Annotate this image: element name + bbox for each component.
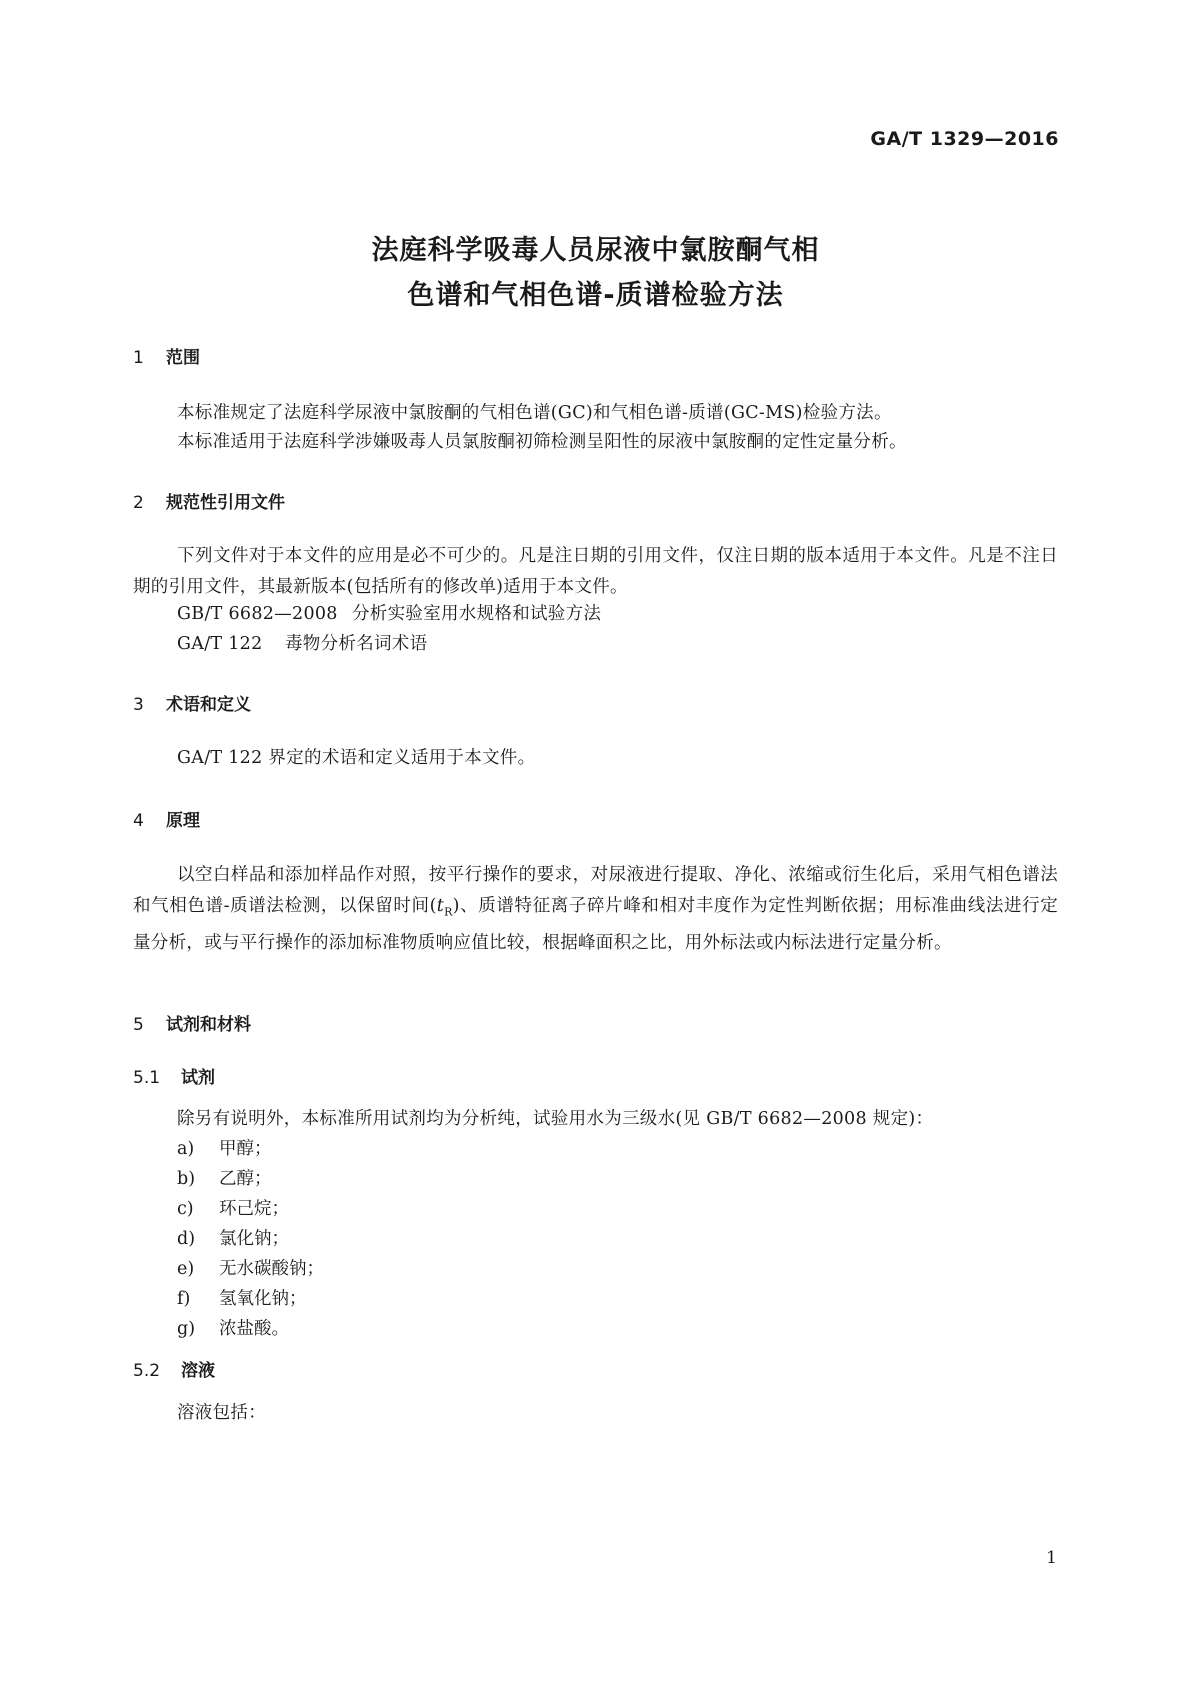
list-marker: c) [177,1199,194,1219]
section-4-heading [133,806,200,831]
list-text: 氯化钠； [219,1229,289,1249]
reference-code: GB/T 6682—2008 [177,604,338,624]
section-4-paragraph-1 [133,860,1058,959]
title-line-1: 法庭科学吸毒人员尿液中氯胺酮气相 [371,235,820,266]
section-5-2-heading [133,1356,215,1381]
section-number: 5.1 [133,1068,161,1088]
standard-code: GA/T 1329—2016 [870,128,1059,150]
list-text: 甲醇； [219,1139,272,1159]
section-number: 5 [133,1015,144,1035]
title-line-2: 色谱和气相色谱-质谱检验方法 [407,280,784,311]
section-2-heading [133,488,285,513]
list-marker: b) [177,1169,196,1189]
list-text: 氢氧化钠； [219,1289,307,1309]
principle-text-part-2: )、质谱特征离子碎片峰和相对丰度作为定性判断依据；用标准曲线法进行定量分析，或与平行操作的添加标准物质响应值比较，根据峰面积之比，用外标法或内标法进行定量分析。 [133,896,1058,953]
section-1-heading [133,343,200,368]
reference-code: GA/T 122 [177,634,263,654]
page-number: 1 [1046,1548,1057,1568]
section-5-2-paragraph-1: 溶液包括： [177,1403,266,1423]
section-number: 2 [133,493,144,513]
list-text: 浓盐酸。 [219,1319,289,1339]
principle-text-part-1: 以空白样品和添加样品作对照，按平行操作的要求，对尿液进行提取、净化、浓缩或衍生化后，采用气相色谱法和气相色谱-质谱法检测，以保留时间( [133,865,1058,916]
section-title: 术语和定义 [166,695,251,715]
list-text: 无水碳酸钠； [219,1259,324,1279]
section-1-paragraph-2: 本标准适用于法庭科学涉嫌吸毒人员氯胺酮初筛检测呈阳性的尿液中氯胺酮的定性定量分析。 [177,432,907,452]
list-text: 乙醇； [219,1169,272,1189]
section-title: 规范性引用文件 [166,493,285,513]
list-item [177,1194,289,1225]
section-1-paragraph-1: 本标准规定了法庭科学尿液中氯胺酮的气相色谱(GC)和气相色谱-质谱(GC-MS)检验方法。 [177,403,892,423]
section-title: 试剂 [181,1068,215,1088]
section-title: 试剂和材料 [166,1015,251,1035]
document-title [0,228,1191,318]
list-text: 环己烷； [219,1199,289,1219]
reference-title: 毒物分析名词术语 [285,634,428,654]
list-marker: f) [177,1289,191,1309]
list-item [177,1134,272,1165]
list-marker: e) [177,1259,195,1279]
list-item [177,1254,324,1285]
list-marker: g) [177,1319,196,1339]
section-number: 4 [133,811,144,831]
list-item [177,1164,272,1195]
section-5-heading [133,1010,251,1035]
retention-time-symbol: $t_R$ [436,896,453,919]
section-title: 原理 [166,811,200,831]
list-item [177,1224,289,1255]
list-item [177,1314,289,1345]
section-3-paragraph-1: GA/T 122 界定的术语和定义适用于本文件。 [177,748,536,768]
section-3-heading [133,690,251,715]
list-marker: d) [177,1229,196,1249]
section-5-1-heading [133,1063,215,1088]
reference-item [177,629,427,660]
reference-item [177,599,601,630]
section-title: 溶液 [181,1361,215,1381]
list-item [177,1284,307,1315]
section-number: 1 [133,348,144,368]
section-number: 5.2 [133,1361,161,1381]
reference-title: 分析实验室用水规格和试验方法 [352,604,602,624]
section-title: 范围 [166,348,200,368]
section-2-paragraph-1: 下列文件对于本文件的应用是必不可少的。凡是注日期的引用文件，仅注日期的版本适用于本文件。凡是不注日期的引用文件，其最新版本(包括所有的修改单)适用于本文件。 [133,546,1058,597]
list-marker: a) [177,1139,195,1159]
section-5-1-paragraph-1: 除另有说明外，本标准所用试剂均为分析纯，试验用水为三级水(见 GB/T 6682—2008 规定)： [177,1109,934,1129]
section-number: 3 [133,695,144,715]
